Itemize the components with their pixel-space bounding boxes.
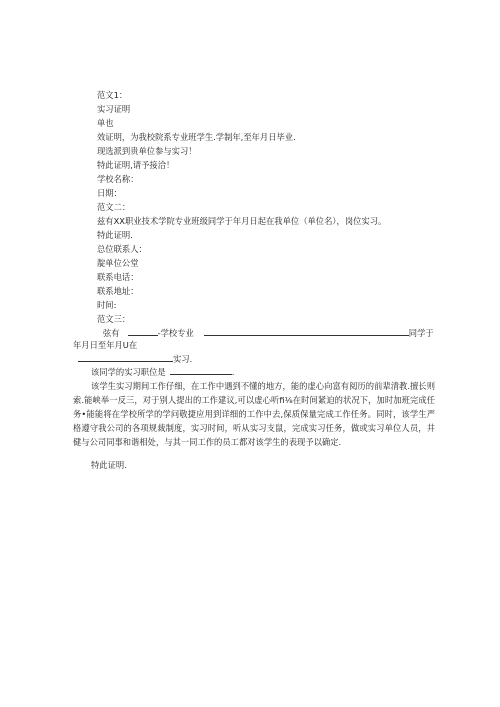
position-label: 该同学的实习职位是 <box>91 367 166 377</box>
heading-sample-1: 范文1： <box>97 90 128 100</box>
contact-person-label: 总位联系人： <box>97 244 147 254</box>
date-label: 日期： <box>97 188 122 198</box>
phone-label: 联系电话： <box>97 272 139 282</box>
cert-body-line-2: 现选派到贵单位参与实习！ <box>97 146 197 156</box>
cert-title: 实习证明 <box>97 104 131 114</box>
position-line <box>91 366 234 378</box>
school-major-text: -学校专业 <box>157 328 194 338</box>
recipient-line: 单也 <box>97 118 114 128</box>
sample-3-line-3 <box>78 353 192 365</box>
sample-2-body: 兹有XX职业技术学院专业班级同学于年月日起在我单位（单位名），岗位实习。 <box>97 216 387 226</box>
blank-line <box>78 353 173 362</box>
heading-sample-3: 范文三： <box>97 314 131 324</box>
blank-line <box>170 366 232 375</box>
cert-body-line-1: 效证明，为我校院系专业班学生.学制年,至年月日毕业. <box>97 132 296 142</box>
heading-sample-2: 范文二： <box>97 202 131 212</box>
sample-3-closing: 特此证明. <box>91 460 127 470</box>
unit-stamp-label: 靛单位公堂 <box>97 258 139 268</box>
sample-3-line-1 <box>103 327 434 339</box>
blank-line <box>204 327 409 336</box>
sample-3-line-2: 年月日至年月U在 <box>73 340 138 350</box>
evaluation-paragraph: 该学生实习期间工作仔细，在工作中遇到不懂的地方，能的虚心向富有阅历的前辈清教.擅长则索.能峡举一反三，对于别人提出的工作建议,可以虚心听fi⅛在时间紧迫的状况下，加时加班完成任务•能能将在学校所学的学问敬捷应用到详细的工作中去,保质保量完成工作任务。同时，该学生严格遵守我公司的各项规裁制度，实习时间，听从实习支鼠，完成实习任务，做或实习单位人员，井健与公司同事和谐相处，与其一同工作的员工都对该学生的表现予以确定. <box>73 381 435 447</box>
time-label: 时间: <box>97 300 117 310</box>
position-end: . <box>231 367 235 377</box>
cert-closing-line: 特此证明,请予接洽！ <box>97 160 175 170</box>
sample-2-closing: 特此证明. <box>97 230 133 240</box>
student-text: 同学于 <box>408 328 434 338</box>
blank-line <box>128 327 158 336</box>
lead-text: 弦有 <box>103 328 120 338</box>
address-label: 联系地址： <box>97 286 139 296</box>
internship-text: 实习. <box>173 354 193 364</box>
school-name-label: 学校名称： <box>97 174 139 184</box>
